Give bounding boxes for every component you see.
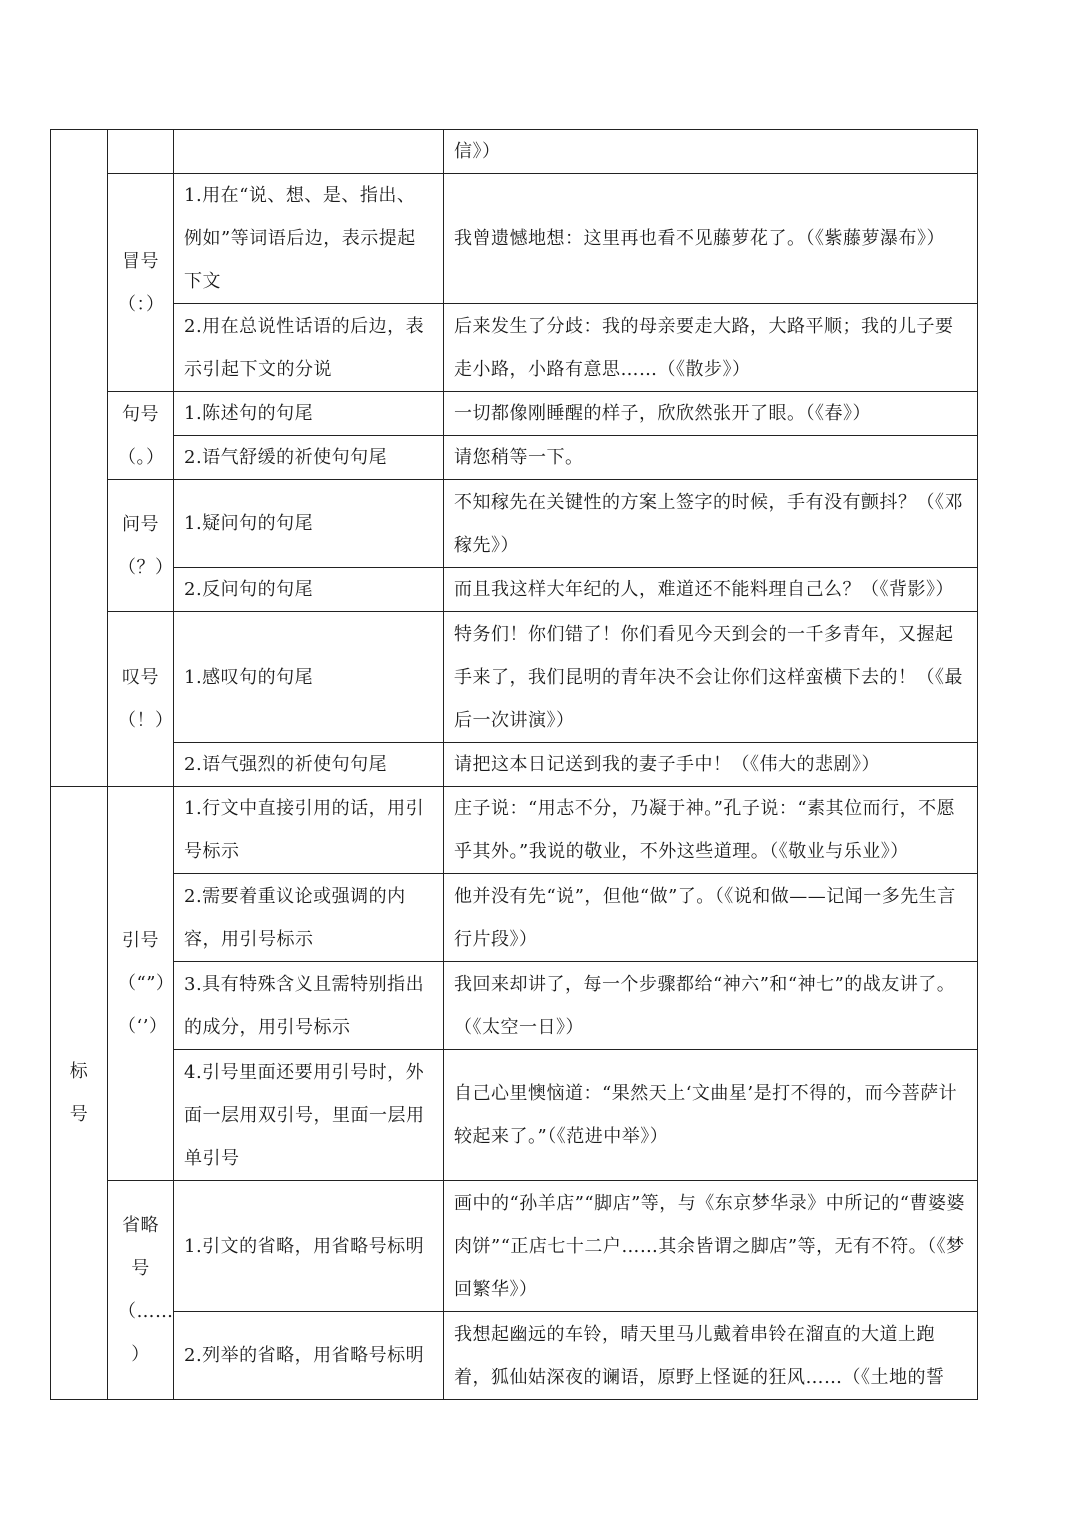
category-label: 号 (69, 1104, 89, 1125)
example-cell: 而且我这样大年纪的人，难道还不能料理自己么？（《背影》） (444, 568, 978, 612)
table-row (51, 787, 978, 874)
table-row (51, 174, 978, 304)
name-symbol: （‘’） (118, 1016, 168, 1037)
example-cell: 特务们！你们错了！你们看见今天到会的一千多青年，又握起手来了，我们昆明的青年决不会让你们这样蛮横下去的！（《最后一次讲演》） (444, 612, 978, 743)
name-label: 问号 (122, 513, 159, 535)
name-symbol: （？） (118, 556, 174, 578)
table-row (51, 392, 978, 436)
example-cell: 他并没有先“说”，但他“做”了。（《说和做——记闻一多先生言行片段》） (444, 874, 978, 962)
table-row (51, 612, 978, 743)
name-label: 冒号 (122, 250, 159, 272)
usage-cell: 1.疑问句的句尾 (174, 480, 444, 568)
usage-cell: 2.语气强烈的祈使句句尾 (174, 743, 444, 787)
name-cell-ellipsis (108, 1181, 174, 1400)
table-row (51, 304, 978, 392)
name-cell-period (108, 392, 174, 480)
name-symbol: （“”） (118, 973, 175, 994)
example-cell: 自己心里懊恼道：“果然天上‘文曲星’是打不得的，而今菩萨计较起来了。”（《范进中举》） (444, 1050, 978, 1181)
table-row (51, 568, 978, 612)
usage-cell: 3.具有特殊含义且需特别指出的成分，用引号标示 (174, 962, 444, 1050)
usage-cell: 2.用在总说性话语的后边，表示引起下文的分说 (174, 304, 444, 392)
name-symbol: （…… (118, 1301, 174, 1322)
example-cell: 我想起幽远的车铃，晴天里马儿戴着串铃在溜直的大道上跑着，狐仙姑深夜的谰语，原野上怪诞的狂风……（《土地的誓 (444, 1312, 978, 1400)
table-row (51, 962, 978, 1050)
example-cell: 请您稍等一下。 (444, 436, 978, 480)
usage-cell: 1.陈述句的句尾 (174, 392, 444, 436)
usage-cell: 1.引文的省略，用省略号标明 (174, 1181, 444, 1312)
table-row (51, 1312, 978, 1400)
name-cell-quotes (108, 787, 174, 1181)
usage-cell: 1.感叹句的句尾 (174, 612, 444, 743)
usage-cell-empty (174, 130, 444, 174)
table-row (51, 130, 978, 174)
name-label: 引号 (122, 930, 159, 951)
example-cell: 庄子说：“用志不分，乃凝于神。”孔子说：“素其位而行，不愿乎其外。”我说的敬业，不外这些道理。（《敬业与乐业》） (444, 787, 978, 874)
name-symbol: ） (131, 1344, 150, 1365)
name-symbol: （。） (118, 446, 165, 468)
name-label: 号 (131, 1258, 150, 1279)
usage-cell: 4.引号里面还要用引号时，外面一层用双引号，里面一层用单引号 (174, 1050, 444, 1181)
usage-cell: 2.需要着重议论或强调的内容，用引号标示 (174, 874, 444, 962)
usage-cell: 1.行文中直接引用的话，用引号标示 (174, 787, 444, 874)
example-cell: 我回来却讲了，每一个步骤都给“神六”和“神七”的战友讲了。（《太空一日》） (444, 962, 978, 1050)
example-cell: 不知稼先在关键性的方案上签字的时候，手有没有颤抖？（《邓稼先》） (444, 480, 978, 568)
name-cell-colon (108, 174, 174, 392)
example-cell: 请把这本日记送到我的妻子手中！（《伟大的悲剧》） (444, 743, 978, 787)
name-cell-empty (108, 130, 174, 174)
category-label: 标 (69, 1061, 89, 1082)
category-cell-biaohao (51, 787, 108, 1400)
table-row (51, 436, 978, 480)
usage-cell: 1.用在“说、想、是、指出、例如”等词语后边，表示提起下文 (174, 174, 444, 304)
example-cell: 我曾遗憾地想：这里再也看不见藤萝花了。（《紫藤萝瀑布》） (444, 174, 978, 304)
name-label: 句号 (122, 403, 159, 425)
name-symbol: （！） (118, 710, 174, 731)
usage-cell: 2.语气舒缓的祈使句句尾 (174, 436, 444, 480)
category-cell-top (51, 130, 108, 787)
example-cell: 一切都像刚睡醒的样子，欣欣然张开了眼。（《春》） (444, 392, 978, 436)
name-cell-question (108, 480, 174, 612)
example-cell: 画中的“孙羊店”“脚店”等，与《东京梦华录》中所记的“曹婆婆肉饼”“正店七十二户……其余皆谓之脚店”等，无有不符。（《梦回繁华》） (444, 1181, 978, 1312)
name-label: 省略 (122, 1215, 159, 1236)
example-cell: 后来发生了分歧：我的母亲要走大路，大路平顺；我的儿子要走小路，小路有意思……（《散步》） (444, 304, 978, 392)
name-cell-exclamation (108, 612, 174, 787)
table-row (51, 1050, 978, 1181)
example-cell: 信》） (444, 130, 978, 174)
table-row (51, 1181, 978, 1312)
table-row (51, 480, 978, 568)
table-row (51, 874, 978, 962)
punctuation-table-page (50, 129, 977, 1400)
table-row (51, 743, 978, 787)
name-label: 叹号 (122, 667, 159, 688)
usage-cell: 2.列举的省略，用省略号标明 (174, 1312, 444, 1400)
usage-cell: 2.反问句的句尾 (174, 568, 444, 612)
name-symbol: （：） (118, 293, 165, 315)
punctuation-table (50, 129, 978, 1400)
